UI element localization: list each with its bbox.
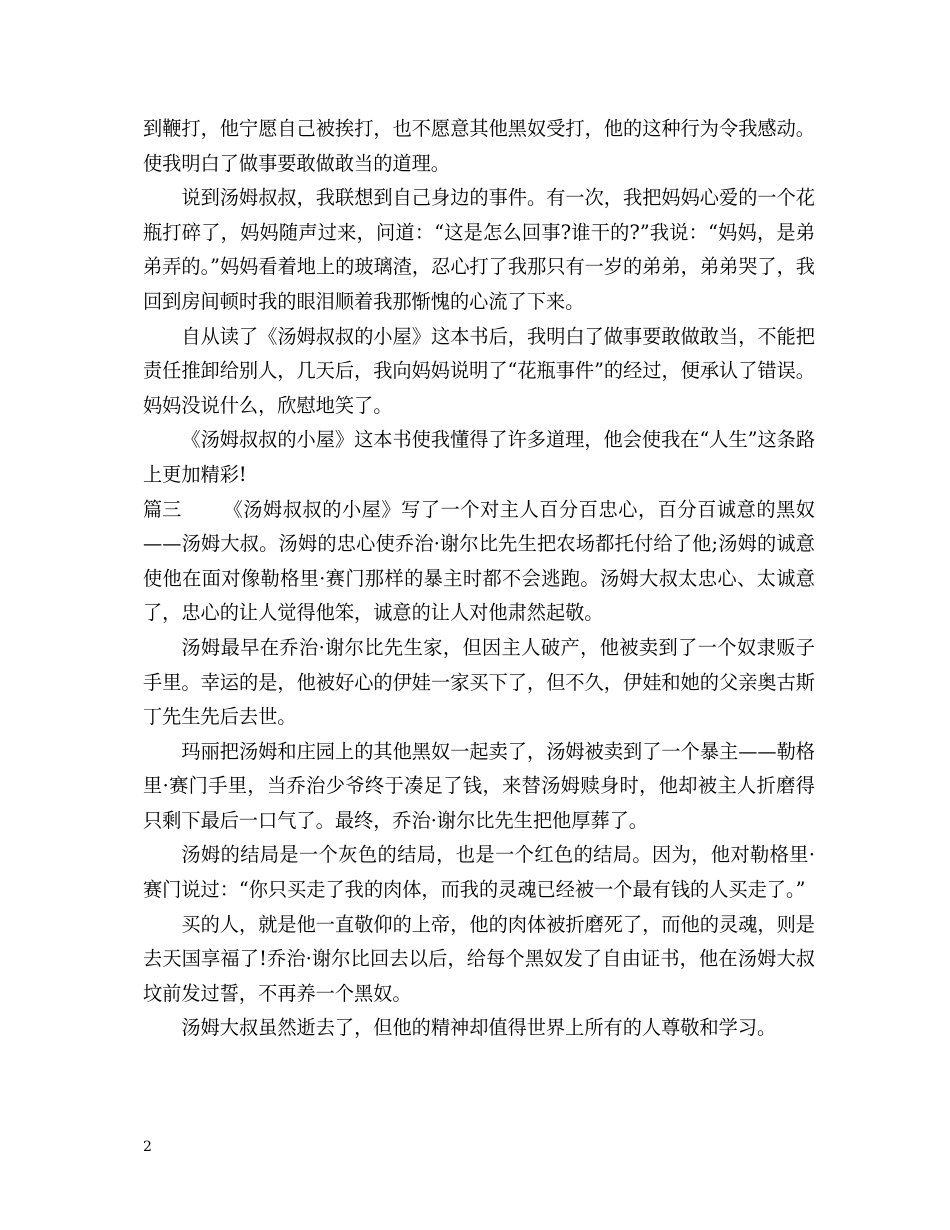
section-label: 篇三: [143, 497, 182, 521]
paragraph-3: 自从读了《汤姆叔叔的小屋》这本书后，我明白了做事要敢做敢当，不能把责任推卸给别人，几天后，我向妈妈说明了“花瓶事件”的经过，便承认了错误。妈妈没说什么，欣慰地笑了。: [143, 324, 815, 417]
paragraph-6: 汤姆最早在乔治·谢尔比先生家，但因主人破产，他被卖到了一个奴隶贩子手里。幸运的是，他被好心的伊娃一家买下了，但不久，伊娃和她的父亲奥古斯丁先生先后去世。: [143, 635, 815, 729]
paragraph-5-section-three: [143, 493, 815, 631]
paragraph-4: 《汤姆叔叔的小屋》这本书使我懂得了许多道理，他会使我在“人生”这条路上更加精彩!: [143, 428, 816, 486]
paragraph-10: 汤姆大叔虽然逝去了，但他的精神却值得世界上所有的人尊敬和学习。: [181, 1016, 777, 1040]
paragraph-9: 买的人，就是他一直敬仰的上帝，他的肉体被折磨死了，而他的灵魂，则是去天国享福了!乔治·谢尔比回去以后，给每个黑奴发了自由证书，他在汤姆大叔坟前发过誓，不再养一个黑奴。: [143, 912, 815, 1005]
paragraph-1: 到鞭打，他宁愿自己被挨打，也不愿意其他黑奴受打，他的这种行为令我感动。使我明白了做事要敢做敢当的道理。: [143, 117, 815, 175]
page-number: 2: [143, 1139, 152, 1155]
paragraph-7: 玛丽把汤姆和庄园上的其他黑奴一起卖了，汤姆被卖到了一个暴主——勒格里·赛门手里，当乔治少爷终于凑足了钱，来替汤姆赎身时，他却被主人折磨得只剩下最后一口气了。最终，乔治·谢尔比先生把他厚葬了。: [143, 739, 815, 832]
paragraph-2: 说到汤姆叔叔，我联想到自己身边的事件。有一次，我把妈妈心爱的一个花瓶打碎了，妈妈随声过来，问道：“这是怎么回事?谁干的?”我说：“妈妈，是弟弟弄的。”妈妈看着地上的玻璃渣，忍心打了我那只有一岁的弟弟，弟弟哭了，我回到房间顿时我的眼泪顺着我那惭愧的心流了下来。: [143, 186, 815, 313]
paragraph-8: 汤姆的结局是一个灰色的结局，也是一个红色的结局。因为，他对勒格里·赛门说过：“你只买走了我的肉体，而我的灵魂已经被一个最有钱的人买走了。”: [143, 843, 815, 902]
paragraph-5-text: 《汤姆叔叔的小屋》写了一个对主人百分百忠心，百分百诚意的黑奴——汤姆大叔。汤姆的忠心使乔治·谢尔比先生把农场都托付给了他;汤姆的诚意使他在面对像勒格里·赛门那样的暴主时都不会逃跑。汤姆大叔太忠心、太诚意了，忠心的让人觉得他笨，诚意的让人对他肃然起敬。: [143, 497, 815, 625]
document-body: [143, 112, 815, 1046]
